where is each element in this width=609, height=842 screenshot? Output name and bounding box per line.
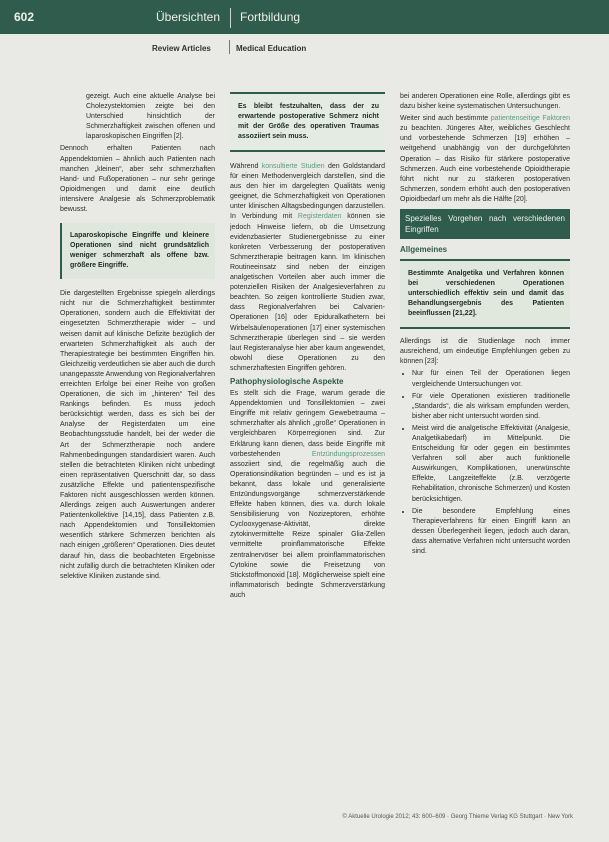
callout-text: Bestimmte Analgetika und Verfahren können bei verschiedenen Operationen unterschiedlich effektiv sein und damit das Behandlungsergebnis des Patienten beeinflussen [21,22]. xyxy=(408,270,564,318)
text-run: können sie jedoch Hinweise liefern, ob die Umsetzung evidenzbasierter Studienergebnisse zu einer konkreten Verbesserung der postoperativen Schmerztherapie beitragen kann. Im klinischen Routineeinsatz sind neben der einzigen analgetischen Vorteilen aber auch immer die potenziellen Risiken der Analgesieverfahren zu beachten. So zeigen kontrollierte Studien zwar, dass Regionalverfahren bei Calvarien-Operationen [16] oder Epiduralkathetern bei Wirbelsäulenoperationen [17] einer systemischen Schmerztherapie überlegen sind – sie werden laut Registeranalyse hier aber kaum angewendet, obwohl diese Operationen zu den schmerzhaftesten Eingriffen gehören. xyxy=(230,213,385,372)
section-title-primary: Übersichten xyxy=(156,10,221,24)
text-column-1 xyxy=(60,92,215,584)
section-heading: Pathophysiologische Aspekte xyxy=(230,376,344,386)
text-run: den Goldstandard für einen Methodenvergleich darstellen, sind die aus den hier im dargelegten Qualitäts wenig geeignet, die Schmerzhaftigkeit von Operationen unter klinischen Alltagsbedingungen darzustellen. In Verbindung mit xyxy=(230,163,385,221)
paragraph: bei anderen Operationen eine Rolle, allerdings gibt es dazu bisher keine systematischen Untersuchungen. xyxy=(400,93,570,111)
list-item: • Für viele Operationen existieren traditionelle „Standards“, die als wirksam empfunden werden, bisher aber nicht untersucht worden sind. xyxy=(412,392,570,422)
keyword-highlight: Registerdaten xyxy=(297,213,342,221)
text-column-3 xyxy=(400,92,570,559)
text-run: Weiter sind auch bestimmte xyxy=(400,115,491,123)
section-title-secondary: Fortbildung xyxy=(240,10,301,24)
section-heading: Allgemeines xyxy=(400,245,448,255)
callout-text: Es bleibt festzuhalten, dass der zu erwartende postoperative Schmerz nicht mit der Größe des operativen Traumas assoziiert sein muss. xyxy=(238,103,379,140)
section-banner: Spezielles Vorgehen nach verschiedenen Eingriffen xyxy=(400,209,570,239)
page-header-bar xyxy=(0,0,609,34)
text-run: Während xyxy=(230,163,262,170)
list-item: • Die besondere Empfehlung eines Therapieverfahrens für einen Eingriff kann an dessen Überlegenheit liegen, jedoch auch daran, dass alternative Verfahren nicht untersucht worden sind. xyxy=(412,507,570,557)
list-item: • Meist wird die analgetische Effektivität (Analgesie, Analgetikabedarf) im Mittelpunkt. Die Entscheidung für oder gegen ein bestimmtes Verfahren soll aber auch funktionelle Auswirkungen, Komplikationen, unerwünschte Effekte, Langzeiteffekte (z.B. verzögerte Rehabilitation, chronische Schmerzen) und Kosten berücksichtigen. xyxy=(412,424,570,505)
text-column-2 xyxy=(230,92,385,603)
list-item: • Nur für einen Teil der Operationen liegen vergleichende Untersuchungen vor. xyxy=(412,369,570,389)
paragraph: Dennoch erhalten Patienten nach Appendektomien – ähnlich auch Patienten nach manchen „kleinen“, aber sehr schmerzhaften Hand- und Fußoperationen – nur sehr geringe Opioidmengen und damit eine deutlich intensivere Analgesie als Schmerzproblematik bewusst. xyxy=(60,145,215,214)
paragraph: Allerdings ist die Studienlage noch immer ausreichend, um eindeutige Empfehlungen geben zu können [23]: xyxy=(400,338,570,366)
paragraph xyxy=(400,114,570,205)
subheader-primary: Review Articles xyxy=(152,44,211,53)
subheader-divider xyxy=(229,40,230,54)
page-footer: © Aktuelle Urologie 2012; 43: 600–609 · Georg Thieme Verlag KG Stuttgart · New York xyxy=(342,814,573,820)
keyword-highlight: patientenseitige Faktoren xyxy=(490,115,570,123)
page-number: 602 xyxy=(14,10,35,24)
callout-text: Laparoskopische Eingriffe und kleinere Operationen sind nicht grundsätzlich weniger schmerzhaft als offene bzw. größere Eingriffe. xyxy=(70,232,209,270)
paragraph: Die dargestellten Ergebnisse spiegeln allerdings nicht nur die Schmerzhaftigkeit bestimmter Operationen, sondern auch die Effektivität der eingesetzten Schmerztherapie wider – und weisen damit auf klinische Defizite bezüglich der erwarteten Schmerzhaftigkeit als auch der Therapiestrategie bei bestimmten Eingriffen hin. Gleichzeitig verdeutlichen sie aber auch die durch unangepasste Anwendung von Regionalverfahren erreichten Erfolge bei einer Reihe von großen Operationen, die sich im „hinteren“ Teil des Rankings befinden. Es muss jedoch berücksichtigt werden, dass es sich bei der Analyse der Registerdaten um eine Beobachtungsstudie handelt, bei der weder die Art der Schmerztherapie noch andere Rahmenbedingungen standardisiert waren. Auch stellen die betrachteten Kliniken nicht unbedingt einen repräsentativen Querschnitt dar, so dass zusätzliche Effekte und patientenspezifische Faktoren nicht ausgeschlossen werden können. Allerdings zeigen auch Auswertungen anderer Patientenkollektive [14,15], dass Patienten z.B. nach Appendektomien und Tonsillektomien wesentlich stärkere Schmerzen berichten als nach einigen „größeren“ Operationen. Dies deutet darauf hin, dass die beobachteten Ergebnisse nicht zufällig durch die betrachteten Kliniken oder selektive Kliniken zustande sind. xyxy=(60,290,215,580)
bullet-list xyxy=(400,369,570,557)
callout-box xyxy=(400,259,570,329)
paragraph xyxy=(230,389,385,601)
paragraph xyxy=(230,162,385,374)
paragraph: gezeigt. Auch eine aktuelle Analyse bei Cholezystektomien zeigte bei den Unterschied hinsichtlich der Schmerzhaftigkeit zwischen offenen und laparoskopischen Eingriffen [2]. xyxy=(86,93,215,141)
callout-box xyxy=(230,92,385,152)
header-divider xyxy=(230,8,231,28)
text-run: Es stellt sich die Frage, warum gerade die Appendektomien und Tonsillektomien – zwei Eingriffe mit relativ geringem Gewebetrauma – schmerzhafter als ähnlich „große“ Operationen in vergleichbaren Körperregionen sind. Zur Erklärung kann dienen, dass beide Eingriffe mit vorbestehenden xyxy=(230,390,385,458)
text-run: assoziiert sind, die regelmäßig auch die Operationsindikation begründen – und es ist ja bekannt, dass lokale und generalisierte Entzündungsvorgänge schmerzverstärkende Effekte haben können, dies v.a. durch lokale Sensibilisierung von Nozizeptoren, erhöhte Cyclooxygenase-Aktivität, direkte zytokinvermittelte Reize spinaler Glia-Zellen vermittelte proinflammatorische Effekte zentralnervöser bei allem proinflammatorischen Cytokine sowie die Freisetzung von Stickstoffmonoxid [18]. Möglicherweise spielt eine inflammatorisch bedingte Schmerzverstärkung auch xyxy=(230,460,385,599)
subheader-secondary: Medical Education xyxy=(236,44,307,53)
keyword-highlight: Entzündungsprozessen xyxy=(311,450,385,458)
callout-box xyxy=(60,223,215,279)
text-run: zu beachten. Jüngeres Alter, weibliches Geschlecht und vorbestehende Schmerzen [19] erhöhen – weitgehend unabhängig von der durchgeführten Operation – das Risiko für stärkere postoperative Schmerzen. Auch eine vorbestehende Opioidtherapie führt nicht nur zu stärkeren postoperativen Schmerzen, sondern erhöht auch den postoperativen Opioidbedarf um mehr als die Hälfte [20]. xyxy=(400,125,570,203)
keyword-highlight: konsultierte Studien xyxy=(261,163,325,170)
